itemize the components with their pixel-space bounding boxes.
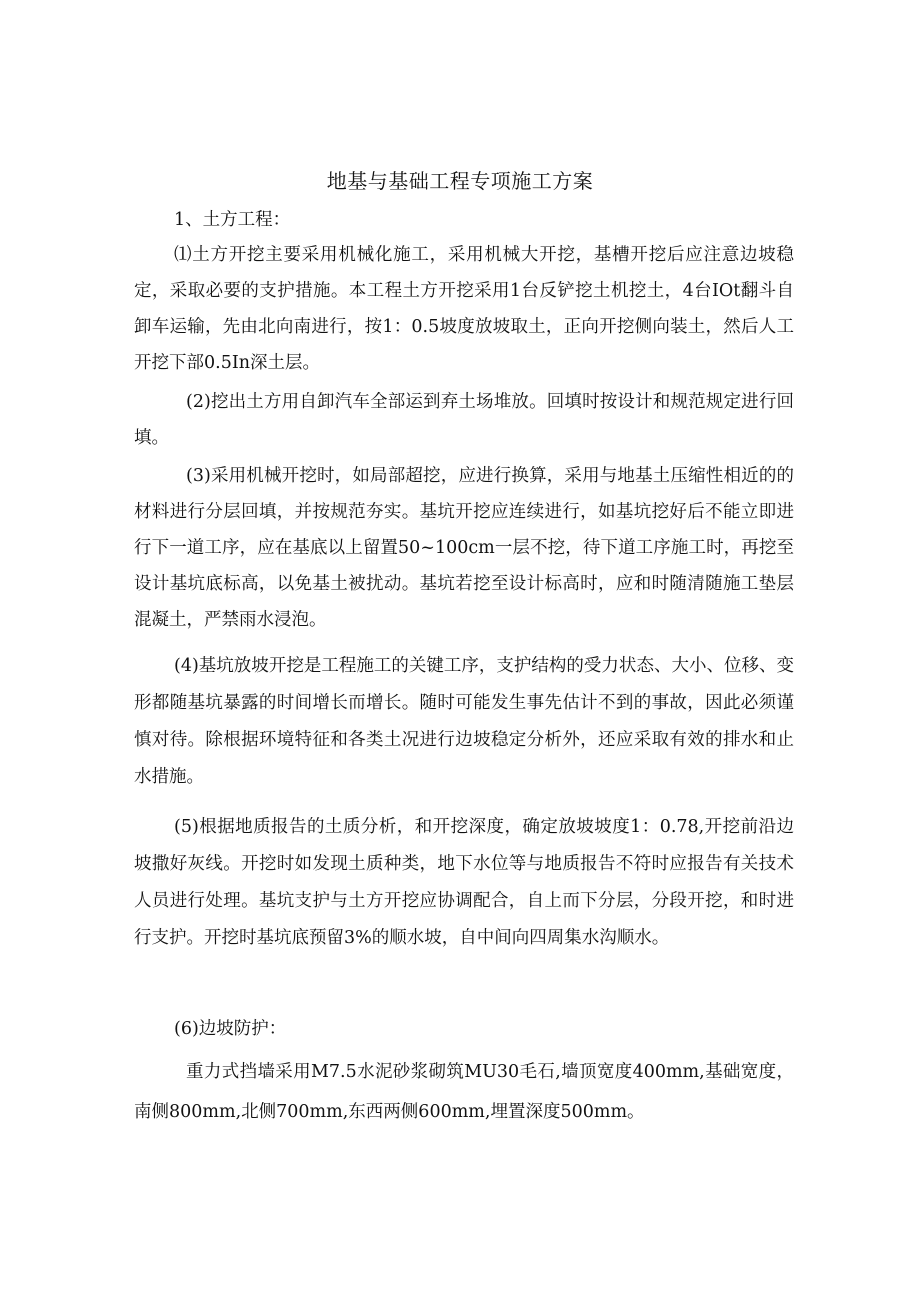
paragraph-5: (5)根据地质报告的土质分析，和开挖深度，确定放坡坡度1：0.78,开挖前沿边坡撒好灰线。开挖时如发现土质种类，地下水位等与地质报告不符时应报告有关技术人员进行处理。基坑支护与土方开挖应协调配合，自上而下分层，分段开挖，和时进行支护。开挖时基坑底预留3%的顺水坡，自中间向四周集水沟顺水。 <box>134 817 794 948</box>
paragraph-1: ⑴土方开挖主要采用机械化施工，采用机械大开挖，基槽开挖后应注意边坡稳定，采取必要的支护措施。本工程土方开挖采用1台反铲挖土机挖土，4台IOt翻斗自卸车运输，先由北向南进行，按1：0.5坡度放坡取土，正向开挖侧向装土，然后人工开挖下部0.5In深土层。 <box>134 245 794 373</box>
subheading-6: (6)边坡防护： <box>174 1019 287 1039</box>
paragraph-2: (2)挖出土方用自卸汽车全部运到弃土场堆放。回填时按设计和规范规定进行回填。 <box>134 392 794 448</box>
paragraph-3: (3)采用机械开挖时，如局部超挖，应进行换算，采用与地基土压缩性相近的的材料进行分层回填，并按规范夯实。基坑开挖应连续进行，如基坑挖好后不能立即进行下一道工序，应在基底以上留置50~100cm一层不挖，待下道工序施工时，再挖至设计基坑底标高，以免基土被扰动。基坑若挖至设计标高时，应和时随清随施工垫层混凝土，严禁雨水浸泡。 <box>134 466 794 630</box>
paragraph-6: 重力式挡墙采用M7.5水泥砂浆砌筑MU30毛石,墙顶宽度400mm,基础宽度，南侧800mm,北侧700mm,东西两侧600mm,埋置深度500mm。 <box>134 1062 794 1122</box>
section-heading: 1、土方工程： <box>174 210 291 230</box>
paragraph-4: (4)基坑放坡开挖是工程施工的关键工序，支护结构的受力状态、大小、位移、变形都随基坑暴露的时间增长而增长。随时可能发生事先估计不到的事故，因此必须谨慎对待。除根据环境特征和各类土况进行边坡稳定分析外，还应采取有效的排水和止水措施。 <box>134 656 794 787</box>
document-title: 地基与基础工程专项施工方案 <box>326 169 594 193</box>
